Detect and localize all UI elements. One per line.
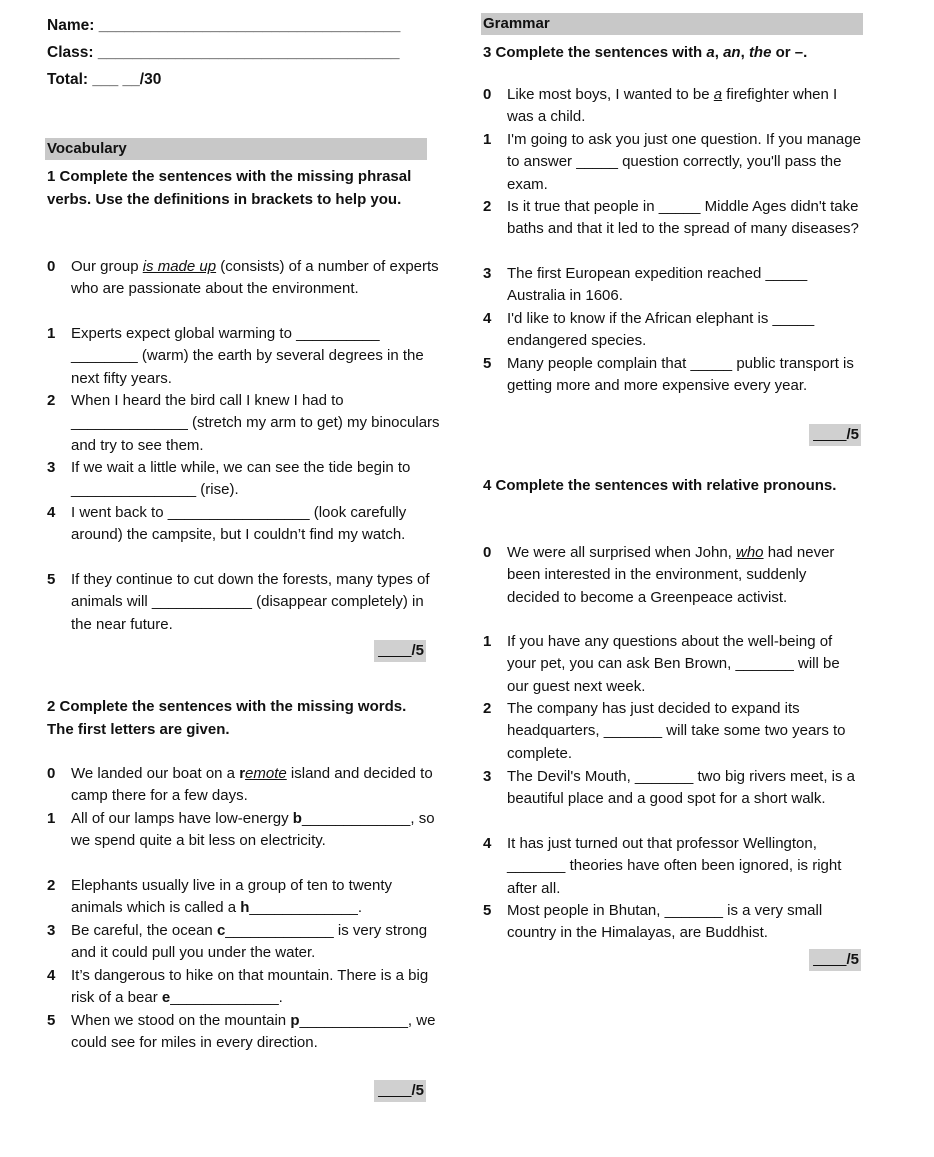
item-number: 1 bbox=[483, 633, 492, 650]
item-text-start: Be careful, the ocean bbox=[71, 922, 217, 939]
score-blank: ____ bbox=[813, 951, 847, 968]
score-max: /5 bbox=[846, 426, 859, 443]
first-letter: b bbox=[292, 810, 302, 827]
item-text-start: It’s dangerous to hike on that mountain. There is a big risk of a bear bbox=[71, 967, 429, 1007]
grammar-section-header: Grammar bbox=[481, 13, 863, 35]
score-blank: ____ bbox=[378, 642, 412, 659]
item-text bbox=[507, 84, 863, 129]
name-label: Name: bbox=[47, 17, 95, 34]
example-answer: who bbox=[736, 544, 764, 561]
item-number: 0 bbox=[47, 258, 56, 275]
item-number: 1 bbox=[47, 325, 56, 342]
item-text bbox=[507, 900, 863, 945]
item-text-end: _____________ is very strong and it could pull you under the water. bbox=[71, 922, 428, 962]
item-text bbox=[71, 808, 439, 853]
item-text bbox=[507, 129, 863, 196]
item-number: 4 bbox=[47, 967, 56, 984]
name-line: ___________________________________ bbox=[98, 17, 401, 34]
task-4-instructions: 4 Complete the sentences with relative pronouns. bbox=[483, 477, 837, 494]
item-text bbox=[71, 457, 445, 502]
total-line: ___ __ bbox=[92, 71, 140, 88]
class-field[interactable] bbox=[47, 39, 400, 66]
item-text-start: It has just turned out that professor Wellington, _______ theories have often been ignored, is right after all. bbox=[507, 835, 842, 897]
example-answer: emote bbox=[245, 765, 287, 782]
class-label: Class: bbox=[47, 44, 94, 61]
item-number: 4 bbox=[47, 504, 56, 521]
task-3-score[interactable] bbox=[809, 424, 861, 446]
item-text-start: When we stood on the mountain bbox=[71, 1012, 291, 1029]
item-number: 5 bbox=[47, 571, 56, 588]
task-2-instructions: 2 Complete the sentences with the missing words. The first letters are given. bbox=[47, 698, 407, 738]
first-letter: r bbox=[239, 765, 246, 782]
item-number: 2 bbox=[47, 392, 56, 409]
score-max: /5 bbox=[411, 1082, 424, 1099]
item-text bbox=[507, 631, 863, 698]
score-max: /5 bbox=[411, 642, 424, 659]
item-number: 5 bbox=[483, 902, 492, 919]
item-number: 2 bbox=[483, 198, 492, 215]
item-text bbox=[507, 833, 863, 900]
item-text-start: All of our lamps have low-energy bbox=[71, 810, 293, 827]
item-number: 4 bbox=[483, 310, 492, 327]
item-number: 0 bbox=[483, 86, 492, 103]
task-3-text: 3 Complete the sentences with bbox=[483, 44, 707, 61]
example-answer: is made up bbox=[142, 258, 217, 275]
item-number: 3 bbox=[47, 922, 56, 939]
item-text-end: _____________, so we spend quite a bit less on electricity. bbox=[71, 810, 435, 850]
name-field[interactable] bbox=[47, 12, 400, 39]
task-3-instructions bbox=[483, 41, 863, 64]
item-text bbox=[71, 323, 445, 390]
item-text bbox=[71, 1010, 439, 1055]
item-text-start: I'm going to ask you just one question. If you manage to answer _____ question correctly, you'll pass the exam. bbox=[507, 131, 861, 193]
item-text bbox=[507, 308, 863, 353]
item-text bbox=[507, 766, 863, 811]
item-text bbox=[71, 965, 439, 1010]
item-text bbox=[507, 263, 863, 308]
score-blank: ____ bbox=[813, 426, 847, 443]
item-text bbox=[71, 763, 439, 808]
item-text-start: Most people in Bhutan, _______ is a very small country in the Himalayas, are Buddhist. bbox=[507, 902, 823, 942]
item-number: 5 bbox=[483, 355, 492, 372]
first-letter: h bbox=[240, 899, 250, 917]
item-text-start: Elephants usually live in a group of ten to twenty animals which is called a bbox=[71, 877, 393, 917]
item-number: 0 bbox=[47, 765, 56, 782]
score-blank: ____ bbox=[378, 1082, 412, 1099]
total-max: /30 bbox=[139, 71, 162, 88]
item-text-start: Like most boys, I wanted to be bbox=[507, 86, 714, 103]
item-number: 3 bbox=[483, 768, 492, 785]
item-text-start: I went back to _________________ (look carefully around) the campsite, but I couldn’t find my watch. bbox=[71, 504, 407, 544]
item-text-end: island and decided to camp there for a few days. bbox=[71, 765, 433, 805]
item-text-start: Experts expect global warming to __________ ________ (warm) the earth by several degrees in the next fifty years. bbox=[71, 325, 424, 387]
article-an: an bbox=[723, 44, 741, 61]
first-letter: c bbox=[216, 922, 226, 939]
item-number: 2 bbox=[483, 700, 492, 717]
separator: , bbox=[740, 44, 749, 61]
item-text bbox=[507, 542, 863, 609]
example-answer: a bbox=[713, 86, 723, 103]
vocabulary-section-header: Vocabulary bbox=[45, 138, 427, 160]
item-number: 2 bbox=[47, 877, 56, 894]
item-text-start: If they continue to cut down the forests, many types of animals will ____________ (disappear completely) in the near future. bbox=[71, 571, 430, 633]
item-text-start: We landed our boat on a bbox=[71, 765, 240, 782]
first-letter: e bbox=[161, 989, 171, 1007]
separator: , bbox=[714, 44, 724, 61]
item-text bbox=[71, 569, 445, 636]
item-text-start: The Devil's Mouth, _______ two big rivers meet, is a beautiful place and a good spot for a short walk. bbox=[507, 768, 856, 808]
item-number: 5 bbox=[47, 1012, 56, 1029]
total-field[interactable] bbox=[47, 66, 161, 93]
item-text bbox=[71, 875, 439, 920]
item-text bbox=[71, 390, 445, 457]
item-text-start: When I heard the bird call I knew I had to ______________ (stretch my arm to get) my binoculars and try to see them. bbox=[71, 392, 440, 454]
item-text-start: The company has just decided to expand its headquarters, _______ will take some two years to complete. bbox=[507, 700, 846, 762]
item-text-end: firefighter when I was a child. bbox=[507, 86, 838, 126]
item-text-start: I'd like to know if the African elephant is _____ endangered species. bbox=[507, 310, 815, 350]
item-number: 0 bbox=[483, 544, 492, 561]
item-text bbox=[507, 353, 863, 398]
task-4-score[interactable] bbox=[809, 949, 861, 971]
article-the: the bbox=[748, 44, 772, 61]
item-text-start: Our group bbox=[71, 258, 143, 275]
item-number: 1 bbox=[47, 810, 56, 827]
item-number: 3 bbox=[47, 459, 56, 476]
item-text-end: _____________. bbox=[249, 899, 363, 917]
item-text bbox=[71, 502, 445, 547]
task-3-text-end: or –. bbox=[771, 44, 808, 61]
item-text bbox=[507, 698, 863, 765]
first-letter: p bbox=[290, 1012, 300, 1029]
item-text bbox=[71, 256, 445, 301]
item-text-end: _____________. bbox=[170, 989, 283, 1007]
item-text-start: If we wait a little while, we can see the tide begin to _______________ (rise). bbox=[71, 459, 411, 499]
task-1-instructions: 1 Complete the sentences with the missing phrasal verbs. Use the definitions in brackets to help you. bbox=[47, 168, 412, 208]
item-text-end: (consists) of a number of experts who are passionate about the environment. bbox=[71, 258, 439, 298]
task-2-score[interactable] bbox=[374, 1080, 426, 1102]
item-text-end: had never been interested in the environment, suddenly decided to become a Greenpeace activist. bbox=[507, 544, 835, 606]
item-text-start: Is it true that people in _____ Middle Ages didn't take baths and that it led to the spread of many diseases? bbox=[507, 198, 859, 238]
item-number: 3 bbox=[483, 265, 492, 282]
item-text-start: Many people complain that _____ public transport is getting more and more expensive every year. bbox=[507, 355, 854, 395]
item-text-start: The first European expedition reached _____ Australia in 1606. bbox=[507, 265, 808, 305]
class-line: ___________________________________ bbox=[97, 44, 400, 61]
article-a: a bbox=[706, 44, 715, 61]
item-text-start: If you have any questions about the well-being of your pet, you can ask Ben Brown, _______ will be our guest next week. bbox=[507, 633, 840, 695]
score-max: /5 bbox=[846, 951, 859, 968]
item-text-end: _____________, we could see for miles in every direction. bbox=[71, 1012, 436, 1052]
item-number: 1 bbox=[483, 131, 492, 148]
item-number: 4 bbox=[483, 835, 492, 852]
task-1-score[interactable] bbox=[374, 640, 426, 662]
total-label: Total: bbox=[47, 71, 89, 88]
item-text bbox=[71, 920, 439, 965]
item-text-start: We were all surprised when John, bbox=[507, 544, 736, 561]
item-text bbox=[507, 196, 863, 241]
